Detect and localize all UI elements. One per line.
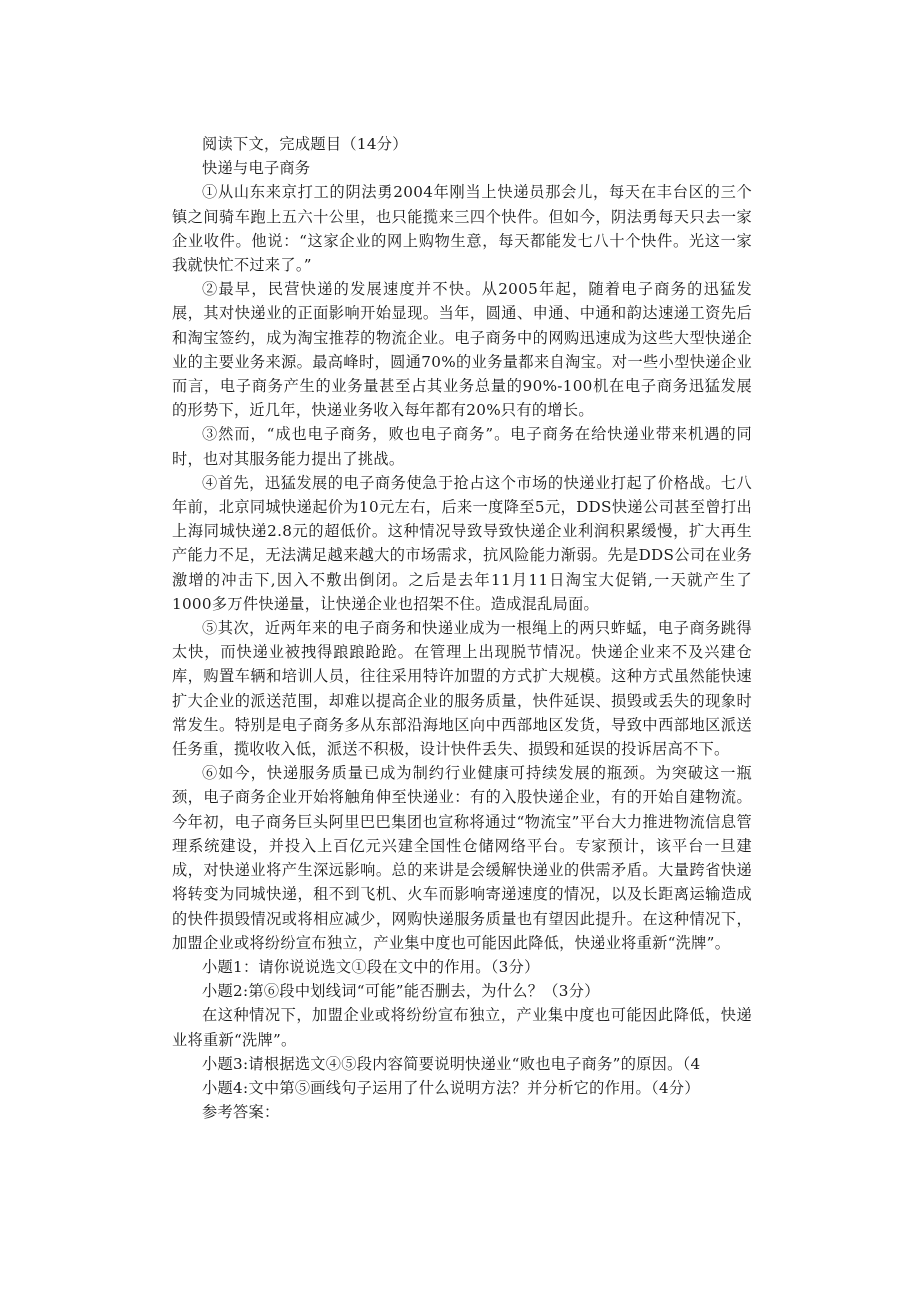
paragraph-5: ⑤其次，近两年来的电子商务和快递业成为一根绳上的两只蚱蜢，电子商务跳得太快，而快递业被拽得踉踉跄跄。在管理上出现脱节情况。快递企业来不及兴建仓库，购置车辆和培训人员，往往采用特许加盟的方式扩大规模。这种方式虽然能快速扩大企业的派送范围，却难以提高企业的服务质量，快件延误、损毁或丢失的现象时常发生。特别是电子商务多从东部沿海地区向中西部地区发货，导致中西部地区派送任务重，揽收收入低，派送不积极，设计快件丢失、损毁和延误的投诉居高不下。 bbox=[172, 619, 752, 759]
answer-label: 参考答案： bbox=[202, 1103, 280, 1122]
intro-line: 阅读下文，完成题目（14分） bbox=[202, 135, 408, 153]
document-page bbox=[172, 132, 752, 1124]
question-4: 小题4:文中第⑤画线句子运用了什么说明方法？并分析它的作用。（4分） bbox=[202, 1078, 700, 1097]
paragraph-3: ③然而，“成也电子商务，败也电子商务”。电子商务在给快递业带来机遇的同时，也对其服务能力提出了挑战。 bbox=[172, 425, 752, 468]
paragraph-4: ④首先，迅猛发展的电子商务使急于抢占这个市场的快递业打起了价格战。七八年前，北京同城快递起价为10元左右，后来一度降至5元，DDS快递公司甚至曾打出上海同城快递2.8元的超低价。这种情况导致导致快递企业利润积累缓慢，扩大再生产能力不足，无法满足越来越大的市场需求，抗风险能力渐弱。先是DDS公司在业务激增的冲击下,因入不敷出倒闭。之后是去年11月11日淘宝大促销,一天就产生了1000多万件快递量，让快递企业也招架不住。造成混乱局面。 bbox=[172, 473, 752, 613]
paragraph-2: ②最早，民营快递的发展速度并不快。从2005年起，随着电子商务的迅猛发展，其对快递业的正面影响开始显现。当年，圆通、申通、中通和韵达速递工资先后和淘宝签约，成为淘宝推荐的物流企业。电子商务中的网购迅速成为这些大型快递企业的主要业务来源。最高峰时，圆通70%的业务量都来自淘宝。对一些小型快递企业而言，电子商务产生的业务量甚至占其业务总量的90%-100机在电子商务迅猛发展的形势下，近几年，快递业务收入每年都有20%只有的增长。 bbox=[172, 280, 752, 420]
article-title: 快递与电子商务 bbox=[202, 159, 311, 178]
question-3: 小题3:请根据选文④⑤段内容简要说明快递业“败也电子商务”的原因。（4 bbox=[202, 1054, 701, 1073]
question-2-quote: 在这种情况下，加盟企业或将纷纷宣布独立，产业集中度也可能因此降低，快递业将重新“洗牌”。 bbox=[172, 1006, 752, 1049]
paragraph-1: ①从山东来京打工的阴法勇2004年刚当上快递员那会儿，每天在丰台区的三个镇之间骑车跑上五六十公里，也只能揽来三四个快件。但如今，阴法勇每天只去一家企业收件。他说：“这家企业的网上购物生意，每天都能发七八十个快件。光这一家我就快忙不过来了。” bbox=[172, 183, 752, 275]
paragraph-6: ⑥如今，快递服务质量已成为制约行业健康可持续发展的瓶颈。为突破这一瓶颈，电子商务企业开始将触角伸至快递业：有的入股快递企业，有的开始自建物流。今年初，电子商务巨头阿里巴巴集团也宣称将通过“物流宝”平台大力推进物流信息管理系统建设，并投入上百亿元兴建全国性仓储网络平台。专家预计，该平台一旦建成，对快递业将产生深远影响。总的来讲是会缓解快递业的供需矛盾。大量跨省快递将转变为同城快递，租不到飞机、火车而影响寄递速度的情况，以及长距离运输造成的快件损毁情况或将相应减少，网购快递服务质量也有望因此提升。在这种情况下，加盟企业或将纷纷宣布独立，产业集中度也可能因此降低，快递业将重新“洗牌”。 bbox=[172, 764, 752, 952]
question-1: 小题1：请你说说选文①段在文中的作用。（3分） bbox=[202, 957, 540, 976]
question-2: 小题2:第⑥段中划线词“可能”能否删去，为什么？（3分） bbox=[202, 982, 600, 1001]
